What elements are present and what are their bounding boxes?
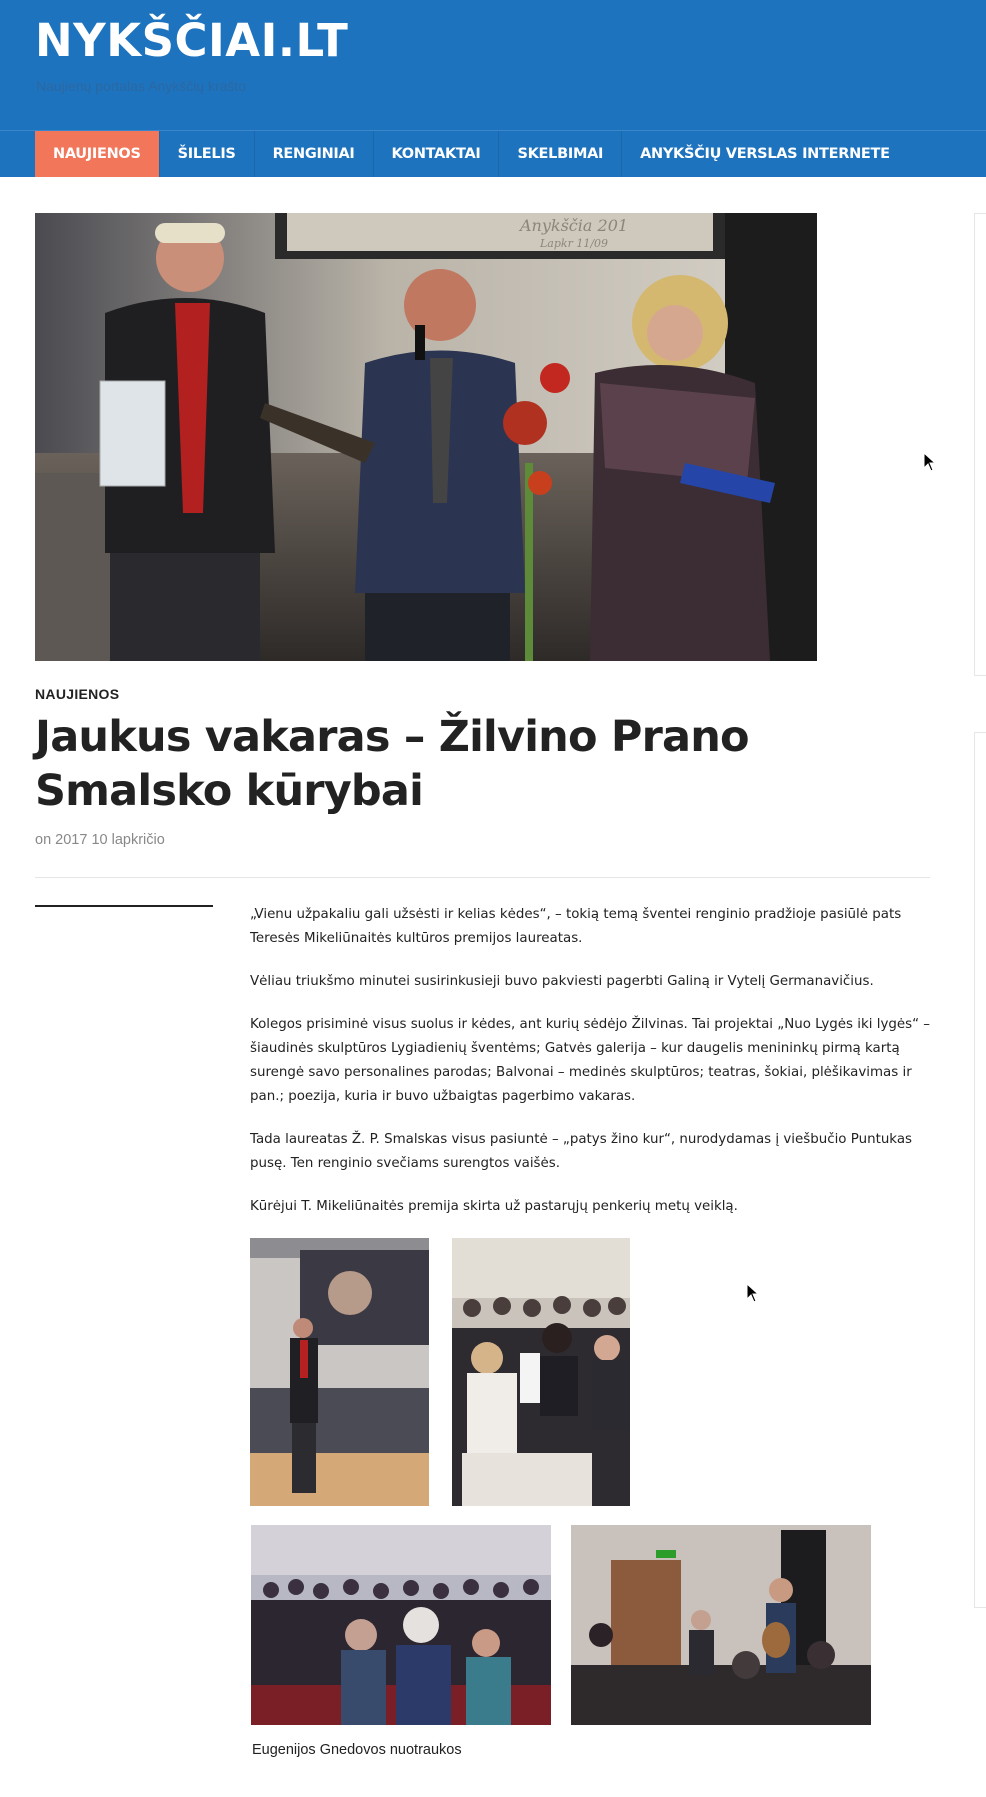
post-category[interactable]: NAUJIENOS	[35, 686, 120, 702]
hero-screen-text: Anykščia 201	[520, 216, 629, 235]
nav-item-silelis[interactable]: ŠILELIS	[160, 131, 255, 177]
photo-caption: Eugenijos Gnedovos nuotraukos	[252, 1742, 462, 1758]
post-paragraph: „Vienu užpakaliu gali užsėsti ir kelias kėdes“, – tokią temą šventei renginio pradžioje pasiūlė pats Teresės Mikeliūnaitės kultūros premijos laureatas.	[250, 907, 902, 946]
gallery-photo-guitarist[interactable]	[571, 1525, 871, 1725]
nav-item-skelbimai[interactable]: SKELBIMAI	[499, 131, 622, 177]
post-content	[250, 903, 935, 1238]
sidebar-rule	[35, 905, 213, 907]
post-title: Jaukus vakaras – Žilvino Prano Smalsko kūrybai	[35, 712, 749, 816]
sidebar-widget-edge	[974, 732, 986, 1608]
mouse-cursor-icon	[923, 452, 937, 472]
post-paragraph: Tada laureatas Ž. P. Smalskas visus pasiuntė – „patys žino kur“, nurodydamas į viešbučio Puntukas pusę. Ten renginio svečiams surengtos vaišės.	[250, 1132, 913, 1171]
post-date: on 2017 10 lapkričio	[35, 832, 165, 848]
nav-item-renginiai[interactable]: RENGINIAI	[255, 131, 374, 177]
site-title[interactable]: NYKŠČIAI.LT	[35, 14, 349, 67]
nav-item-naujienos[interactable]: NAUJIENOS	[35, 131, 160, 177]
post-paragraph: Kūrėjui T. Mikeliūnaitės premija skirta už pastarųjų penkerių metų veiklą.	[250, 1199, 738, 1214]
hero-screen-text: Lapkr 11/09	[540, 237, 609, 250]
gallery-photo-audience-clapping[interactable]	[452, 1238, 630, 1506]
site-tagline: Naujienų portalas Anykščių krašto	[36, 78, 247, 94]
post-paragraph: Kolegos prisiminė visus suolus ir kėdes, ant kurių sėdėjo Žilvinas. Tai projektai „Nuo Lygės iki lygės“ – šiaudinės skulptūros Lygiadienių šventėms; Gatvės galerija – kur daugelis menininkų pirmą kartą surengė savo personalines parodas; Balvonai – medinės skulptūros; teatras, šokiai, plėšikavimas ir pan.; poezija, kuria ir buvo užbaigtas pagerbimo vakaras.	[250, 1017, 930, 1104]
mouse-cursor-icon	[746, 1283, 760, 1303]
gallery-photo-speaker[interactable]	[250, 1238, 429, 1506]
nav-item-anyksciu-verslas[interactable]: ANYKŠČIŲ VERSLAS INTERNETE	[640, 146, 890, 162]
divider	[35, 877, 930, 878]
main-navigation	[0, 130, 986, 177]
site-header	[0, 0, 986, 130]
featured-image	[35, 213, 817, 661]
nav-item-kontaktai[interactable]: KONTAKTAI	[374, 131, 500, 177]
post-paragraph: Vėliau triukšmo minutei susirinkusieji buvo pakviesti pagerbti Galiną ir Vytelį Germanavičius.	[250, 974, 874, 989]
sidebar-widget-edge	[974, 213, 986, 676]
gallery-photo-audience-seated[interactable]	[251, 1525, 551, 1725]
